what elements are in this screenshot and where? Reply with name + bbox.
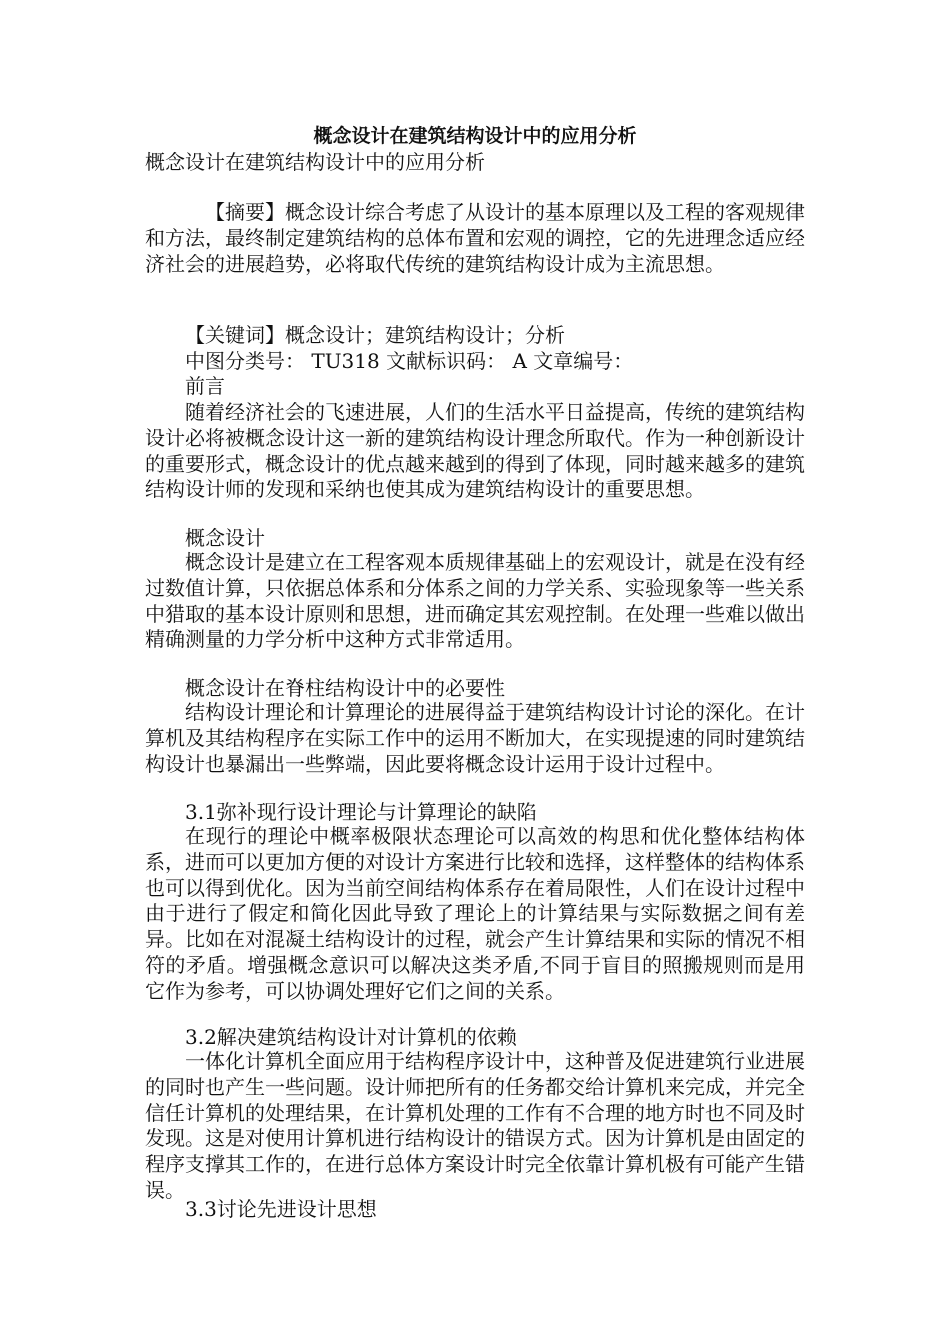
classification-line: 中图分类号： TU318 文献标识码： A 文章编号：	[185, 349, 634, 373]
necessity-paragraph: 结构设计理论和计算理论的进展得益于建筑结构设计讨论的深化。在计算机及其结构程序在实际工作中的运用不断加大，在实现提速的同时建筑结构设计也暴漏出一些弊端，因此要将概念设计运用于设计过程中。	[145, 700, 805, 776]
section-3-2-paragraph: 一体化计算机全面应用于结构程序设计中，这种普及促进建筑行业进展的同时也产生一些问题。设计师把所有的任务都交给计算机来完成，并完全信任计算机的处理结果，在计算机处理的工作有不合理的地方时也不同及时发现。这是对使用计算机进行结构设计的错误方式。因为计算机是由固定的程序支撑其工作的，在进行总体方案设计时完全依靠计算机极有可能产生错误。	[145, 1049, 805, 1202]
necessity-heading: 概念设计在脊柱结构设计中的必要性	[185, 676, 505, 700]
abstract-paragraph: 【摘要】概念设计综合考虑了从设计的基本原理以及工程的客观规律和方法，最终制定建筑结构的总体布置和宏观的调控，它的先进理念适应经济社会的进展趋势，必将取代传统的建筑结构设计成为主流思想。	[145, 200, 805, 276]
keywords-line: 【关键词】概念设计；建筑结构设计；分析	[185, 323, 565, 347]
concept-paragraph: 概念设计是建立在工程客观本质规律基础上的宏观设计，就是在没有经过数值计算，只依据总体系和分体系之间的力学关系、实验现象等一些关系中猎取的基本设计原则和思想，进而确定其宏观控制。在处理一些难以做出精确测量的力学分析中这种方式非常适用。	[145, 550, 805, 652]
concept-heading: 概念设计	[185, 526, 265, 550]
section-3-1-paragraph: 在现行的理论中概率极限状态理论可以高效的构思和优化整体结构体系，进而可以更加方便的对设计方案进行比较和选择，这样整体的结构体系也可以得到优化。因为当前空间结构体系存在着局限性，人们在设计过程中由于进行了假定和简化因此导致了理论上的计算结果与实际数据之间有差异。比如在对混凝土结构设计的过程，就会产生计算结果和实际的情况不相符的矛盾。增强概念意识可以解决这类矛盾,不同于盲目的照搬规则而是用它作为参考，可以协调处理好它们之间的关系。	[145, 824, 805, 1003]
document-subtitle: 概念设计在建筑结构设计中的应用分析	[145, 150, 485, 174]
section-3-1-heading: 3.1弥补现行设计理论与计算理论的缺陷	[185, 800, 537, 824]
section-3-3-heading: 3.3讨论先进设计思想	[185, 1197, 377, 1221]
preface-paragraph: 随着经济社会的飞速进展，人们的生活水平日益提高，传统的建筑结构设计必将被概念设计这一新的建筑结构设计理念所取代。作为一种创新设计的重要形式，概念设计的优点越来越到的得到了体现，同时越来越多的建筑结构设计师的发现和采纳也使其成为建筑结构设计的重要思想。	[145, 400, 805, 502]
section-3-2-heading: 3.2解决建筑结构设计对计算机的依赖	[185, 1025, 517, 1049]
preface-heading: 前言	[185, 374, 225, 398]
document-title: 概念设计在建筑结构设计中的应用分析	[313, 125, 637, 147]
